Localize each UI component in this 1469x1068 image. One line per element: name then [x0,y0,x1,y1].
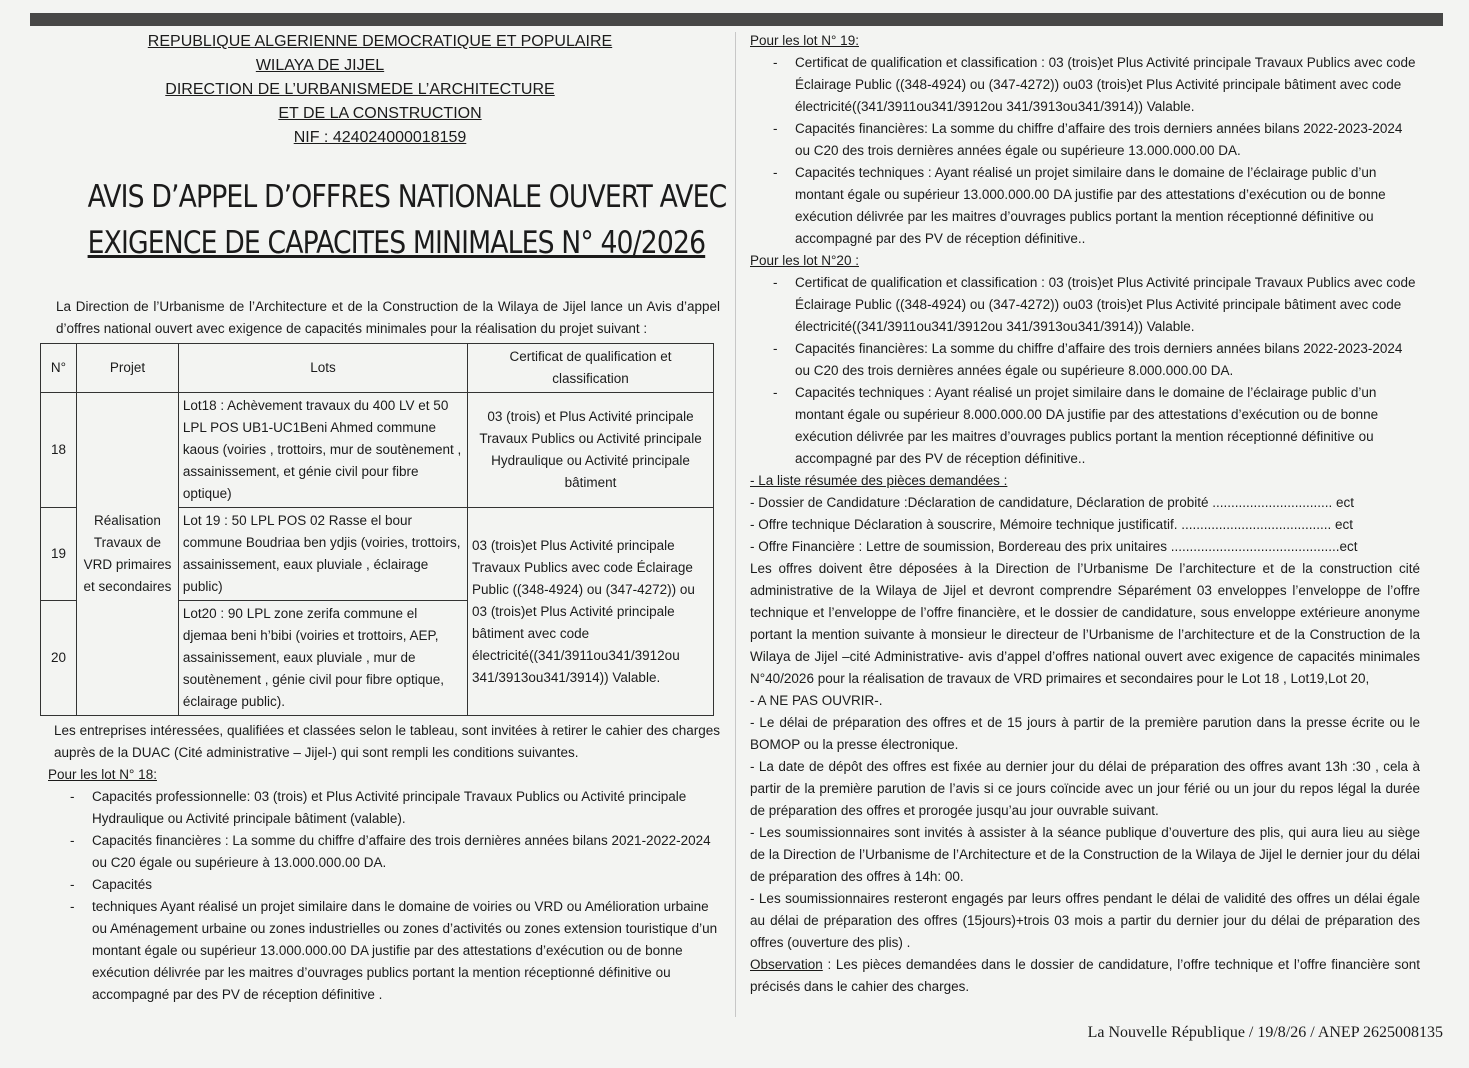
list-item: - Certificat de qualification et classification : 03 (trois)et Plus Activité principale Travaux Publics avec code Éclairage Public ((348-4924) ou (347-4272)) ou03 (trois)et Plus Activité principale bâtiment avec code électricité((341/3911ou341/3912ou 341/3913ou341/3914)) Valable. [795,272,1420,338]
ne-pas-ouvrir: - A NE PAS OUVRIR-. [750,693,883,708]
pieces-heading: - La liste résumée des pièces demandées : [750,473,1008,488]
column-divider [735,32,736,1017]
pieces-item: - Offre technique Déclaration à souscrire, Mémoire technique justificatif. ........................................ ect [750,517,1353,532]
list-item: - techniques Ayant réalisé un projet similaire dans le domaine de voiries ou VRD ou Amélioration urbaine ou Aménagement urbaine ou zones industrielles ou zones d’activités ou zones extension touristique d’un montant égale ou supérieur 13.000.000.00 DA justifie par des attestations d’exécution ou de bonne exécution délivrée par les maitres d’ouvrages publics portant la mention réceptionné définitive ou accompagné par des PV de réception définitive . [92,896,720,1006]
header-projet: Projet [77,344,179,393]
lot-cell: Lot 19 : 50 LPL POS 02 Rasse el bour commune Boudriaa ben ydjis (voiries, trottoirs, assainissement, eaux pluviale , éclairage public) [178,508,467,601]
publication-footer: La Nouvelle République / 19/8/26 / ANEP 2625008135 [1087,1024,1443,1041]
pieces-item: - Offre Financière : Lettre de soumission, Bordereau des prix unitaires .............................................ect [750,539,1358,554]
row-num: 20 [41,601,77,716]
lot-cell: Lot18 : Achèvement travaux du 400 LV et 50 LPL POS UB1-UC1Beni Ahmed commune kaous (voiries , trottoirs, mur de soutènement , assainissement, et génie civil pour fibre optique) [178,393,467,508]
header-certificat: Certificat de qualification et classification [468,344,714,393]
projet-cell: Réalisation Travaux de VRD primaires et secondaires [77,393,179,716]
list-item: - Capacités financières: La somme du chiffre d’affaire des trois derniers années bilans 2022-2023-2024 ou C20 des trois dernières années égale ou supérieure 8.000.000.00 DA. [795,338,1420,382]
lot18-list [40,786,720,1006]
seance-paragraph: - Les soumissionnaires sont invités à assister à la séance publique d’ouverture des plis, qui aura lieu au siège de la Direction de l’Urbanisme de l’Architecture et de la Construction de la Wilaya de Jijel le dernier jour du délai de préparation des offres à 14h: 00. [750,825,1420,884]
lot20-heading: Pour les lot N°20 : [750,253,859,268]
right-column [750,30,1420,998]
list-item: - Capacités techniques : Ayant réalisé un projet similaire dans le domaine de l’éclairage public d’un montant égale ou supérieur 13.000.000.00 DA justifie par des attestations d’exécution ou de bonne exécution délivrée par les maitres d’ouvrages publics portant la mention réceptionné définitive ou accompagné par des PV de réception définitive.. [795,162,1420,250]
list-item: - Capacités financières : La somme du chiffre d’affaire des trois dernières années bilans 2021-2022-2024 ou C20 égale ou supérieure à 13.000.000.00 DA. [92,830,720,874]
lots-table [40,343,714,716]
list-item: - Capacités techniques : Ayant réalisé un projet similaire dans le domaine de l’éclairage public d’un montant égale ou supérieur 8.000.000.00 DA justifie par des attestations d’exécution ou de bonne exécution délivrée par les maitres d’ouvrages publics portant la mention réceptionné définitive ou accompagné par des PV de réception définitive.. [795,382,1420,470]
title-line-2: EXIGENCE DE CAPACITES MINIMALES N° 40/2026 [87,225,706,261]
observation-text: : Les pièces demandées dans le dossier de candidature, l’offre technique et l’offre financière sont précisés dans le cahier des charges. [750,957,1420,994]
header-lots: Lots [178,344,467,393]
header-line-3: DIRECTION DE L’URBANISMEDE L’ARCHITECTURE [165,81,555,98]
list-item: - Certificat de qualification et classification : 03 (trois)et Plus Activité principale Travaux Publics avec code Éclairage Public ((348-4924) ou (347-4272)) ou03 (trois)et Plus Activité principale bâtiment avec code électricité((341/3911ou341/3912ou 341/3913ou341/3914)) Valable. [795,52,1420,118]
after-table-paragraph: Les entreprises intéressées, qualifiées et classées selon le tableau, sont invitées à retirer le cahier des charges auprès de la DUAC (Cité administrative – Jijel-) qui sont rempli les conditions suivantes. [54,723,720,760]
lot19-list [750,52,1420,250]
header-line-1: REPUBLIQUE ALGERIENNE DEMOCRATIQUE ET POPULAIRE [147,33,613,50]
title-line-1: AVIS D’APPEL D’OFFRES NATIONALE OUVERT AVEC [87,179,727,215]
left-column [40,30,727,1006]
lot19-heading: Pour les lot N° 19: [750,33,859,48]
list-item: - Capacités financières: La somme du chiffre d’affaire des trois derniers années bilans 2022-2023-2024 ou C20 des trois dernières années égale ou supérieure 13.000.000.00 DA. [795,118,1420,162]
row-num: 19 [41,508,77,601]
header-block [40,30,720,150]
lot-cell: Lot20 : 90 LPL zone zerifa commune el djemaa beni h’bibi (voiries et trottoirs, AEP, assainissement, eaux pluviale , mur de soutènement , génie civil pour fibre optique, éclairage public). [178,601,467,716]
table-row [41,393,714,508]
cert-cell-19-20: 03 (trois)et Plus Activité principale Travaux Publics avec code Éclairage Public ((348-4924) ou (347-4272)) ou 03 (trois)et Plus Activité principale bâtiment avec code électricité((341/3911ou341/3912ou 341/3913ou341/3914)) Valable. [468,508,714,716]
cert-cell: 03 (trois) et Plus Activité principale Travaux Publics ou Activité principale Hydraulique ou Activité principale bâtiment [468,393,714,508]
lot20-list [750,272,1420,470]
depot-paragraph: Les offres doivent être déposées à la Direction de l’Urbanisme De l’architecture et de la construction cité administrative de la Wilaya de Jijel et devront comprendre Séparément 03 enveloppes l’enveloppe de l’offre technique et l’enveloppe de l’offre financière, et le dossier de candidature, sous enveloppe extérieure anonyme portant la mention suivante à monsieur le directeur de l’Urbanisme de l’architecture et de la Construction de la Wilaya de Jijel –cité Administrative- avis d’appel d’offres national ouvert avec exigence de capacités minimales N°40/2026 pour la réalisation de travaux de VRD primaires et secondaires pour le Lot 18 , Lot19,Lot 20, [750,561,1420,686]
intro-paragraph: La Direction de l’Urbanisme de l’Architecture et de la Construction de la Wilaya de Jijel lance un Avis d’appel d’offres national ouvert avec exigence de capacités minimales pour la réalisation du projet suivant : [56,299,720,336]
notice-title [87,174,727,266]
lot18-heading: Pour les lot N° 18: [48,767,157,782]
observation-paragraph [750,954,1420,998]
list-item: - Capacités professionnelle: 03 (trois) et Plus Activité principale Travaux Publics ou Activité principale Hydraulique ou Activité principale bâtiment (valable). [92,786,720,830]
pieces-item: - Dossier de Candidature :Déclaration de candidature, Déclaration de probité ................................ ect [750,495,1355,510]
header-num: N° [41,344,77,393]
header-line-2: WILAYA DE JIJEL [255,57,385,74]
observation-label: Observation [750,957,823,972]
date-depot-paragraph: - La date de dépôt des offres est fixée au dernier jour du délai de préparation des offres avant 13h :30 , cela à partir de la première parution de l’avis si ce jours coïncide avec un jour férié ou un jour du repos légal la durée de préparation des offres et prorogée jusqu’au jour ouvrable suivant. [750,759,1420,818]
table-header-row [41,344,714,393]
header-line-4: ET DE LA CONSTRUCTION [278,105,482,122]
header-line-5: NIF : 424024000018159 [293,129,467,146]
validite-paragraph: - Les soumissionnaires resteront engagés par leurs offres pendant le délai de validité des offres un délai égale au délai de préparation des offres (15jours)+trois 03 mois a partir du dernier jour du délai de préparation des offres (ouverture des plis) . [750,891,1420,950]
top-scan-bar [30,13,1443,26]
row-num: 18 [41,393,77,508]
delai-paragraph: - Le délai de préparation des offres et de 15 jours à partir de la première parution dans la presse écrite ou le BOMOP ou la presse électronique. [750,715,1420,752]
list-item: - Capacités [92,874,720,896]
